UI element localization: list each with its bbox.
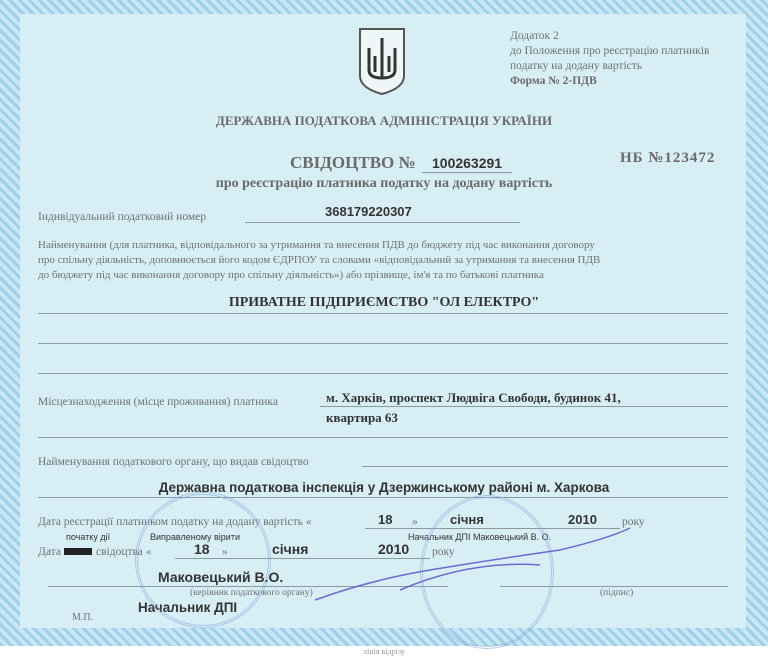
redaction-bar (64, 548, 92, 555)
tax-id-value: 368179220307 (325, 204, 412, 219)
reg-date-suffix: року (622, 516, 645, 528)
cut-line-label: лінія відрізу (363, 647, 405, 656)
issue-date-label-1: Дата (38, 546, 61, 558)
coat-of-arms-icon (357, 26, 407, 96)
form-number: Форма № 2-ПДВ (510, 75, 597, 87)
issue-date-label-2: свідоцтва « (96, 546, 152, 558)
head-caption: (керівник податкового органу) (190, 588, 313, 598)
issue-date-year: 2010 (378, 541, 410, 557)
name-desc-2: про спільну діяльність, доповнюється його кодом ЄДРПОУ та словами «відповідальний за утримання та внесення ПДВ (38, 254, 601, 266)
location-line1: м. Харків, проспект Людвіга Свободи, будинок 41, (326, 390, 621, 405)
tax-id-label: Індивідуальний податковий номер (38, 211, 207, 223)
correction-note-3: Начальник ДПІ Маковецький В. О. (408, 532, 552, 542)
correction-note-2: Виправленому вірити (150, 532, 240, 542)
authority-title: ДЕРЖАВНА ПОДАТКОВА АДМІНІСТРАЦІЯ УКРАЇНИ (215, 113, 553, 128)
signature-caption: (підпис) (600, 588, 634, 598)
reg-date-label: Дата реєстрації платником податку на додану вартість « (38, 516, 312, 528)
name-desc-1: Найменування (для платника, відповідального за утримання та внесення ПДВ до бюджету під час виконання договору (38, 239, 595, 251)
signature (310, 520, 640, 610)
tax-office-label: Найменування податкового органу, що видав свідоцтво (38, 456, 309, 468)
reg-date-sep: » (412, 516, 418, 528)
reg-date-month: січня (450, 512, 484, 527)
issue-date-sep: » (222, 546, 228, 558)
seal-mark: М.П. (72, 612, 94, 623)
issue-date-month: січня (272, 541, 309, 557)
payer-name: ПРИВАТНЕ ПІДПРИЄМСТВО "ОЛ ЕЛЕКТРО" (228, 295, 540, 310)
head-position: Начальник ДПІ (138, 600, 238, 615)
certificate-title: СВІДОЦТВО № (290, 153, 416, 172)
certificate-number: 100263291 (432, 155, 503, 171)
head-name: Маковецький В.О. (158, 569, 284, 585)
issue-date-suffix: року (432, 546, 455, 558)
reg-date-day: 18 (378, 512, 393, 527)
certificate-series: НБ №123472 (620, 150, 716, 166)
location-line2: квартира 63 (326, 410, 398, 425)
correction-note-1: початку дії (66, 532, 111, 542)
tax-office-value: Державна податкова інспекція у Дзержинському районі м. Харкова (158, 480, 610, 495)
appendix-line1: Додаток 2 (510, 30, 559, 42)
appendix-line3: податку на додану вартість (510, 60, 643, 72)
location-label: Місцезнаходження (місце проживання) платника (38, 396, 278, 408)
appendix-line2: до Положення про реєстрацію платників (510, 45, 710, 57)
reg-date-year: 2010 (568, 512, 597, 527)
name-desc-3: до бюджету під час виконання договору про спільну діяльність») або прізвище, ім'я та по батькові платника (38, 269, 544, 281)
issue-date-day: 18 (194, 541, 210, 557)
certificate-subtitle: про реєстрацію платника податку на додану вартість (215, 176, 553, 191)
official-stamp-left (135, 492, 271, 628)
